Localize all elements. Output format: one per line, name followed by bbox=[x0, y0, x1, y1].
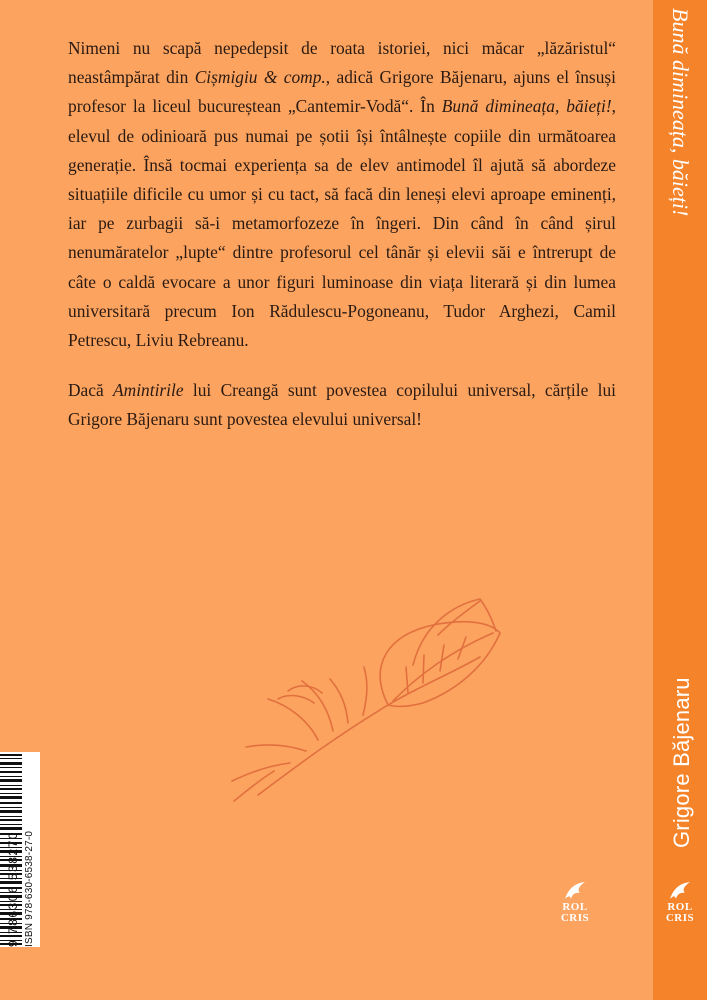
blurb-paragraph-2: Dacă Amintirile lui Creangă sunt povestea copilului universal, cărțile lui Grigore Băjenaru sunt povestea elevului universal! bbox=[68, 380, 616, 430]
blurb-text bbox=[68, 34, 616, 456]
bird-logo-icon bbox=[667, 880, 693, 902]
publisher-logo-spine bbox=[658, 880, 702, 924]
publisher-name-line1: ROL bbox=[562, 901, 588, 913]
book-title-buna-dimineata: Bună dimineața, băieți! bbox=[441, 96, 612, 117]
spine-author-name: Grigore Băjenaru bbox=[669, 677, 694, 848]
publisher-name-line2: CRIS bbox=[560, 912, 590, 924]
spine-book-title: Bună dimineața, băieți! bbox=[668, 8, 693, 217]
barcode-digits: 9 786306 538270 bbox=[6, 831, 20, 947]
leaf-sketch-illustration bbox=[218, 595, 518, 805]
bird-logo-icon bbox=[562, 880, 588, 902]
publisher-logo-back bbox=[553, 880, 597, 924]
publisher-name-line1: ROL bbox=[667, 901, 693, 913]
isbn-barcode bbox=[0, 752, 40, 947]
book-title-amintirile: Amintirile bbox=[113, 380, 184, 401]
isbn-number: ISBN 978-630-6538-27-0 bbox=[24, 830, 35, 947]
publisher-name-line2: CRIS bbox=[665, 912, 695, 924]
blurb-paragraph-1: Nimeni nu scapă nepedepsit de roata istoriei, nici măcar „lăzăristul“ neastâmpărat din Cișmigiu & comp., adică Grigore Băjenaru, ajuns el însuși profesor la liceul bucureștean „Cantemir-Vodă“. În Bună dimineața, băieți!, elevul de odinioară pus numai pe șotii își întâlnește copiile din următoarea generație. Însă tocmai experiența sa de elev antimodel îl ajută să abordeze situațiile dificile cu umor și cu tact, să facă din leneși elevi aproape eminenți, iar pe zurbagii să-i metamorfozeze în îngeri. Din când în când șirul nenumăratelor „lupte“ dintre profesorul cel tânăr și elevii săi e întrerupt de câte o caldă evocare a unor figuri luminoase din viața literară și din lumea universitară precum Ion Rădulescu-Pogoneanu, Tudor Arghezi, Camil Petrescu, Liviu Rebreanu. bbox=[68, 38, 616, 351]
book-title-cismigiu: Cișmigiu & comp. bbox=[194, 67, 326, 88]
